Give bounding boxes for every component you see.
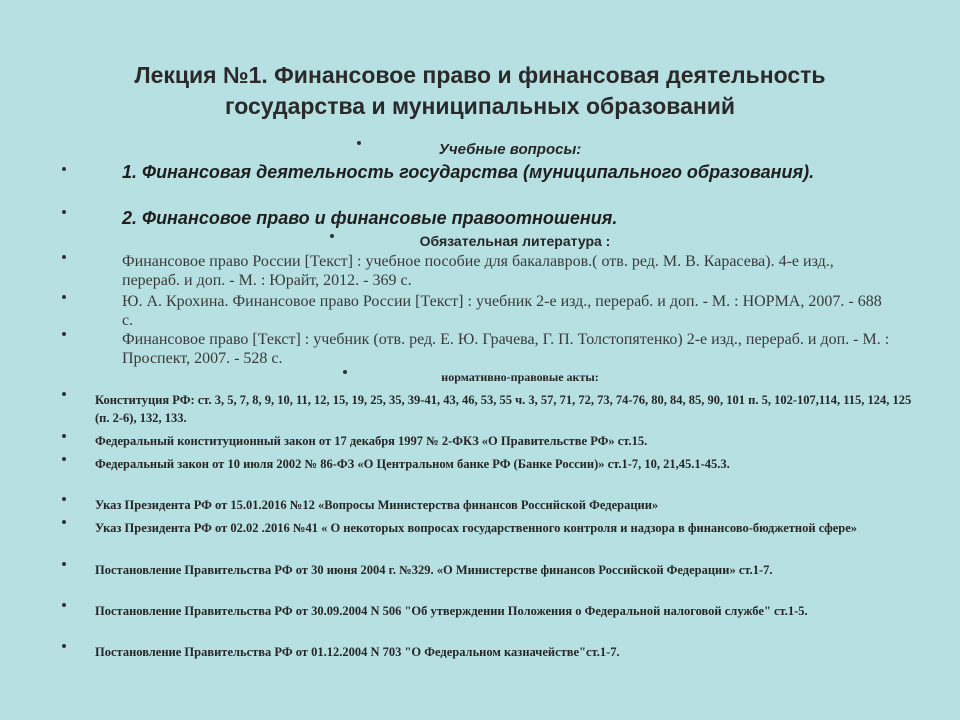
title-line-1: Лекция №1. Финансовое право и финансовая деятельность	[134, 62, 826, 88]
literature-item-1: Финансовое право России [Текст] : учебное пособие для бакалавров.( отв. ред. М. В. Карасева). 4-е изд., перераб. и доп. - М. : Юрайт, 2012. - 369 с.	[122, 253, 834, 289]
act-item-5: Указ Президента РФ от 02.02 .2016 №41 « О некоторых вопросах государственного контроля и надзора в финансово-бюджетной сфере»	[95, 521, 858, 535]
act-item-8: Постановление Правительства РФ от 01.12.2004 N 703 "О Федеральном казначействе"ст.1-7.	[95, 645, 620, 659]
bullet-icon	[62, 562, 70, 570]
bullet-icon	[62, 255, 70, 263]
act-item-2: Федеральный конституционный закон от 17 декабря 1997 № 2-ФКЗ «О Правительстве РФ» ст.15.	[95, 434, 648, 448]
act-item-1: Конституция РФ: ст. 3, 5, 7, 8, 9, 10, 11, 12, 15, 19, 25, 35, 39-41, 43, 46, 53, 55 ч. 3, 57, 71, 72, 73, 74-76, 80, 84, 85, 90, 101 п. 5, 102-107,114, 115, 124, 125 (п. 2-6), 132, 133.	[95, 393, 912, 425]
bullet-icon	[62, 392, 70, 400]
questions-heading: Учебные вопросы:	[438, 141, 582, 158]
slide-title	[40, 60, 920, 122]
acts-heading: нормативно-правовые акты:	[441, 370, 599, 384]
bullet-icon	[62, 497, 70, 505]
question-item-2: 2. Финансовое право и финансовые правоотношения.	[122, 208, 618, 228]
title-line-2: государства и муниципальных образований	[224, 93, 736, 119]
literature-heading: Обязательная литература :	[419, 233, 611, 249]
bullet-icon	[62, 644, 70, 652]
bullet-icon	[62, 434, 70, 442]
bullet-icon	[62, 457, 70, 465]
act-item-7: Постановление Правительства РФ от 30.09.2004 N 506 "Об утверждении Положения о Федеральной налоговой службе" ст.1-5.	[95, 604, 808, 618]
act-item-6: Постановление Правительства РФ от 30 июня 2004 г. №329. «О Министерстве финансов Российской Федерации» ст.1-7.	[95, 563, 773, 577]
bullet-icon	[62, 520, 70, 528]
literature-item-2: Ю. А. Крохина. Финансовое право России [Текст] : учебник 2-е изд., перераб. и доп. - М. : НОРМА, 2007. - 688 с.	[122, 293, 882, 329]
act-item-3: Федеральный закон от 10 июля 2002 № 86-ФЗ «О Центральном банке РФ (Банке России)» ст.1-7, 10, 21,45.1-45.3.	[95, 457, 730, 471]
bullet-icon	[62, 603, 70, 611]
literature-item-3: Финансовое право [Текст] : учебник (отв. ред. Е. Ю. Грачева, Г. П. Толстопятенко) 2-е изд., перераб. и доп. - М. : Проспект, 2007. - 528 с.	[122, 331, 890, 367]
bullet-icon	[62, 167, 70, 175]
bullet-icon	[62, 210, 70, 218]
act-item-4: Указ Президента РФ от 15.01.2016 №12 «Вопросы Министерства финансов Российской Федерации»	[95, 498, 659, 512]
bullet-icon	[62, 332, 70, 340]
question-item-1: 1. Финансовая деятельность государства (муниципального образования).	[122, 162, 815, 182]
bullet-icon	[62, 295, 70, 303]
